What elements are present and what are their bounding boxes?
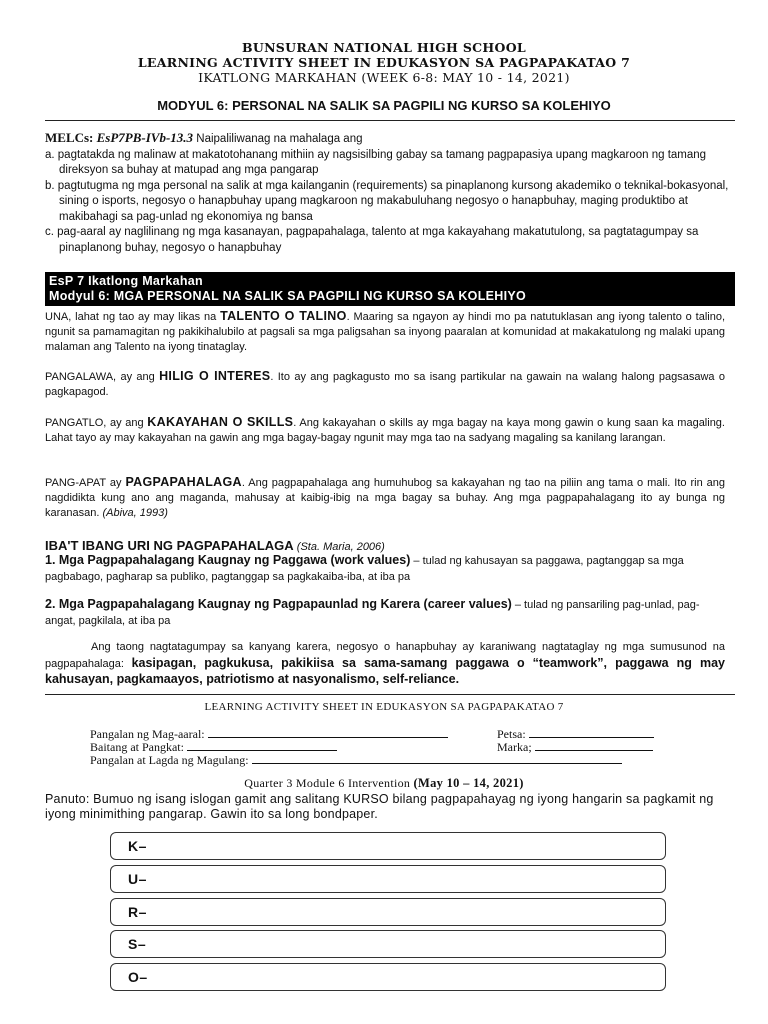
kurso-box-u[interactable]: U–	[110, 865, 666, 893]
section-divider	[45, 694, 735, 695]
title-divider	[45, 120, 735, 121]
melcs-list	[45, 148, 735, 257]
banner-line-1: EsP 7 Ikatlong Markahan	[49, 274, 203, 288]
kurso-box-o[interactable]: O–	[110, 963, 666, 991]
paragraph-pangapat: PANG-APAT ay PAGPAPAHALAGA. Ang pagpapahalaga ang humuhubog sa kakayahan ng tao na piliin ang tama o mali. Ito rin ang nagdidikta kung ano ang maganda, mahusay at kaibig-ibig na mga bagay sa buhay. Ang mga pagpapahalagang ito ay bunga ng karanasan. (Abiva, 1993)	[45, 475, 725, 520]
sheet-title: LEARNING ACTIVITY SHEET IN EDUKASYON SA PAGPAPAKATAO 7	[137, 55, 631, 70]
banner-line-2: Modyul 6: MGA PERSONAL NA SALIK SA PAGPILI NG KURSO SA KOLEHIYO	[49, 289, 527, 303]
melcs-item-b: b. pagtutugma ng mga personal na salik at mga kailanganin (requirements) sa pinaplanong kursong akademiko o teknikal-bokasyonal, sining o isports, negosyo o hanapbuhay upang magkaroon ng makabuluhang negosyo o hanapbuhay, maging produktibo at makibahagi sa pag-unlad ng ekonomiya ng bansa	[45, 179, 729, 223]
paragraph-una: UNA, lahat ng tao ay may likas na TALENTO O TALINO. Maaring sa ngayon ay hindi mo pa natutuklasan ang iyong talento o talino, ngunit sa pamamagitan ng pakikihalubilo at pagsali sa mga paligsahan sa inyong paaralan at komunidad at makakatulong ng malaki upang malaman ang Talento na iyong tinataglay.	[45, 309, 725, 354]
melcs-item-c: c. pag-aaral ay naglilinang ng mga kasanayan, pagpapahalaga, talento at mga kakayahang makatutulong, sa pagtatagumpay sa pinaplanong buhay, negosyo o hanapbuhay	[45, 226, 699, 254]
melcs-item-a: a. pagtatakda ng malinaw at makatotohanang mithiin ay nagsisilbing gabay sa tamang pagpapasiya upang magkaroon ng tamang direksyon sa buhay at matupad ang mga pangarap	[45, 148, 707, 176]
module-banner	[45, 272, 735, 306]
student-name-blank[interactable]	[208, 727, 448, 738]
paragraph-pangalawa: PANGALAWA, ay ang HILIG O INTERES. Ito ay ang pagkagusto mo sa isang partikular na gawain na walang halong pagsasawa o pagkapagod.	[45, 369, 726, 399]
kurso-box-r[interactable]: R–	[110, 898, 666, 926]
date-field: Petsa:	[497, 727, 654, 742]
melcs-intro: Naipaliliwanag na mahalaga ang	[196, 133, 363, 145]
values-types-source: (Sta. Maria, 2006)	[296, 541, 385, 553]
instructions: Panuto: Bumuo ng isang islogan gamit ang salitang KURSO bilang pagpapahayag ng iyong hangarin sa pagkamit ng iyong minimithing pangarap. Gawin ito sa long bondpaper.	[45, 792, 714, 821]
date-blank[interactable]	[529, 727, 654, 738]
kurso-box-s[interactable]: S–	[110, 930, 666, 958]
score-blank[interactable]	[535, 740, 653, 751]
student-name-field: Pangalan ng Mag-aaral:	[90, 727, 448, 742]
melcs-section	[45, 130, 735, 256]
closing-paragraph: Ang taong nagtatagumpay sa kanyang karera, negosyo o hanapbuhay ay karaniwang nagtataglay ng mga sumusunod na pagpapahalaga: kasipagan, pagkukusa, pakikiisa sa sama-samang paggawa o “teamwork”, paggawa ng may kahusayan, pagkamaayos, patriotismo at nasyonalismo, self-reliance.	[45, 641, 726, 686]
grade-section-field: Baitang at Pangkat:	[90, 740, 337, 755]
melcs-label: MELCs: EsP7PB-IVb-13.3	[45, 130, 194, 145]
work-values-item: 1. Mga Pagpapahalagang Kaugnay ng Paggawa (work values) – tulad ng kahusayan sa paggawa, pagtanggap sa mga pagbabago, pagharap sa publiko, pagtanggap sa pagkakaiba-iba, at iba pa	[45, 553, 684, 583]
score-field: Marka;	[497, 740, 653, 755]
module-title: MODYUL 6: PERSONAL NA SALIK SA PAGPILI NG KURSO SA KOLEHIYO	[157, 98, 611, 113]
paragraph-pangatlo: PANGATLO, ay ang KAKAYAHAN O SKILLS. Ang kakayahan o skills ay mga bagay na kaya mong gawin o kung saan ka magaling. Lahat tayo ay may kakayahan na gawin ang mga bagay-bagay ngunit may mga tao na sadyang magaling sa kanilang larangan.	[45, 415, 725, 445]
school-name: BUNSURAN NATIONAL HIGH SCHOOL	[242, 40, 526, 55]
quarter-line: IKATLONG MARKAHAN (WEEK 6-8: MAY 10 - 14, 2021)	[198, 70, 570, 85]
values-types-title: IBA'T IBANG URI NG PAGPAPAHALAGA (Sta. Maria, 2006)	[45, 538, 385, 553]
activity-sheet-title: LEARNING ACTIVITY SHEET IN EDUKASYON SA PAGPAPAKATAO 7	[204, 701, 564, 713]
parent-name-field: Pangalan at Lagda ng Magulang:	[90, 753, 622, 768]
career-values-item: 2. Mga Pagpapahalagang Kaugnay ng Pagpapaunlad ng Karera (career values) – tulad ng pansariling pag-unlad, pag-angat, pagkilala, at iba pa	[45, 597, 700, 627]
kurso-box-k[interactable]: K–	[110, 832, 666, 860]
parent-name-blank[interactable]	[252, 753, 622, 764]
intervention-title: Quarter 3 Module 6 Intervention (May 10 – 14, 2021)	[244, 776, 524, 790]
grade-section-blank[interactable]	[187, 740, 337, 751]
